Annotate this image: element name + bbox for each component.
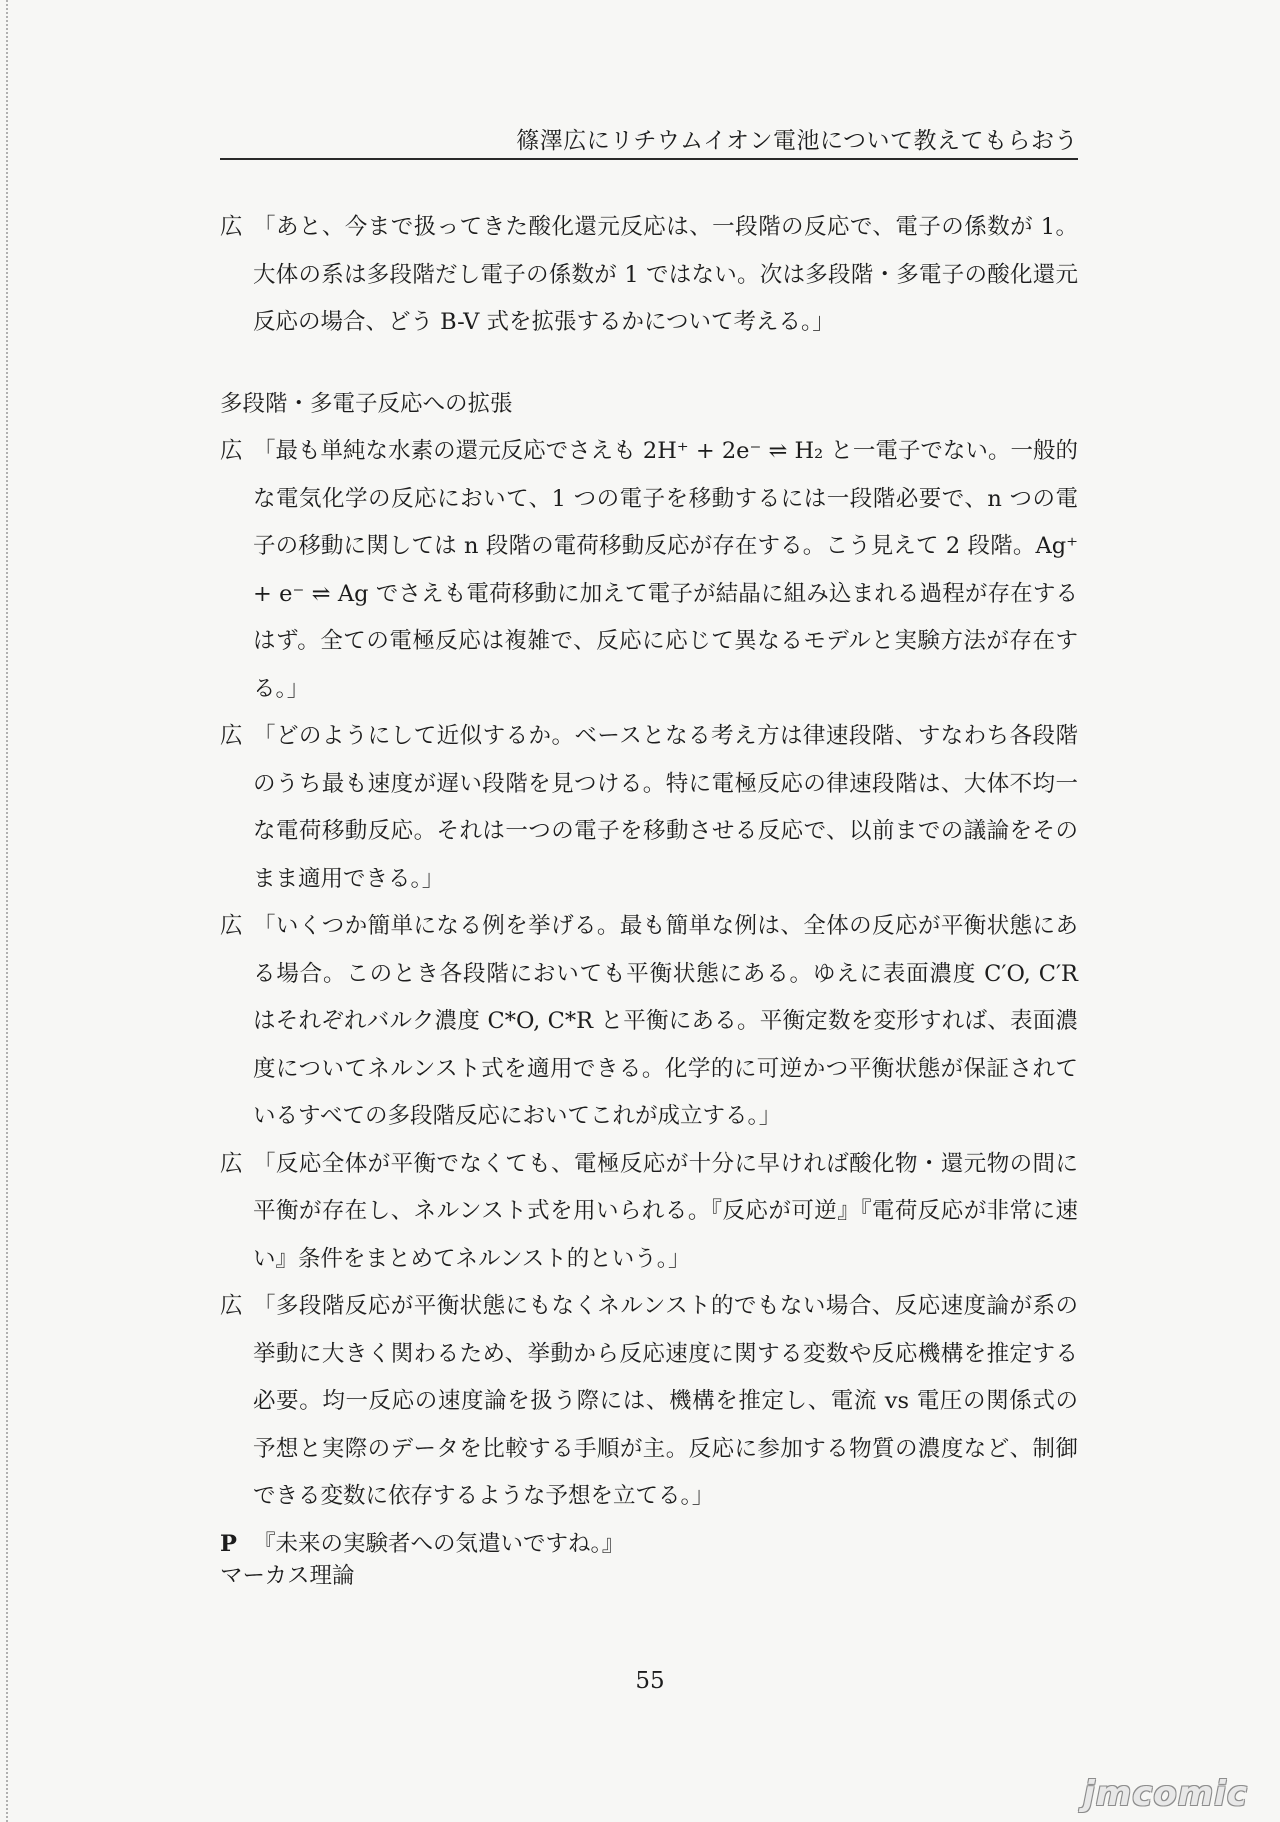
dialogue-text: 「どのようにして近似するか。ベースとなる考え方は律速段階、すなわち各段階のうち最も速度が遅い段階を見つける。特に電極反応の律速段階は、大体不均一な電荷移動反応。それは一つの電子を移動させる反応で、以前までの議論をそのまま適用できる。」 [253, 723, 1078, 892]
speaker-label: 広 [220, 723, 243, 749]
running-header [220, 118, 1078, 160]
section-multistep [220, 428, 1078, 1568]
dialogue-paragraph [220, 903, 1078, 1141]
dialogue-text: 「いくつか簡単になる例を挙げる。最も簡単な例は、全体の反応が平衡状態にある場合。このとき各段階においても平衡状態にある。ゆえに表面濃度 C′O, C′R はそれぞれバルク濃度 C*O, C*R と平衡にある。平衡定数を変形すれば、表面濃度についてネルンスト式を適用できる。化学的に可逆かつ平衡状態が保証されているすべての多段階反応においてこれが成立する。」 [253, 913, 1078, 1129]
dialogue-paragraph [220, 1141, 1078, 1284]
section-heading: マーカス理論 [220, 1563, 355, 1589]
watermark-logo: jmcomic [1083, 1774, 1248, 1814]
page-number: 55 [635, 1668, 665, 1694]
section-intro [220, 204, 1078, 347]
speaker-label: 広 [220, 1293, 243, 1319]
dialogue-paragraph [220, 1283, 1078, 1521]
binding-edge [0, 0, 8, 1822]
speaker-label: P [220, 1530, 237, 1557]
dialogue-text: 「多段階反応が平衡状態にもなくネルンスト的でもない場合、反応速度論が系の挙動に大きく関わるため、挙動から反応速度に関する変数や反応機構を推定する必要。均一反応の速度論を扱う際には、機構を推定し、電流 vs 電圧の関係式の予想と実際のデータを比較する手順が主。反応に参加する物質の濃度など、制御できる変数に依存するような予想を立てる。」 [253, 1293, 1078, 1509]
dialogue-text: 「反応全体が平衡でなくても、電極反応が十分に早ければ酸化物・還元物の間に平衡が存在し、ネルンスト式を用いられる。『反応が可逆』『電荷反応が非常に速い』条件をまとめてネルンスト的という。」 [253, 1150, 1078, 1272]
dialogue-text: 「最も単純な水素の還元反応でさえも 2H⁺ + 2e⁻ ⇌ H₂ と一電子でない。一般的な電気化学の反応において、1 つの電子を移動するには一段階必要で、n つの電子の移動に関しては n 段階の電荷移動反応が存在する。こう見えて 2 段階。Ag⁺ + e⁻ ⇌ Ag でさえも電荷移動に加えて電子が結晶に組み込まれる過程が存在するはず。全ての電極反応は複雑で、反応に応じて異なるモデルと実験方法が存在する。」 [253, 438, 1078, 702]
dialogue-paragraph [220, 428, 1078, 713]
dialogue-text: 『未来の実験者への気遣いですね。』 [253, 1530, 625, 1557]
running-title: 篠澤広にリチウムイオン電池について教えてもらおう [516, 128, 1078, 154]
dialogue-paragraph [220, 204, 1078, 347]
dialogue-text: 「あと、今まで扱ってきた酸化還元反応は、一段階の反応で、電子の係数が 1。大体の系は多段階だし電子の係数が 1 ではない。次は多段階・多電子の酸化還元反応の場合、どう B-V 式を拡張するかについて考える。」 [253, 214, 1078, 335]
dialogue-paragraph [220, 713, 1078, 903]
speaker-label: 広 [220, 214, 243, 240]
speaker-label: 広 [220, 913, 243, 939]
speaker-label: 広 [220, 1150, 243, 1177]
speaker-label: 広 [220, 438, 243, 464]
section-heading: 多段階・多電子反応への拡張 [220, 391, 513, 417]
